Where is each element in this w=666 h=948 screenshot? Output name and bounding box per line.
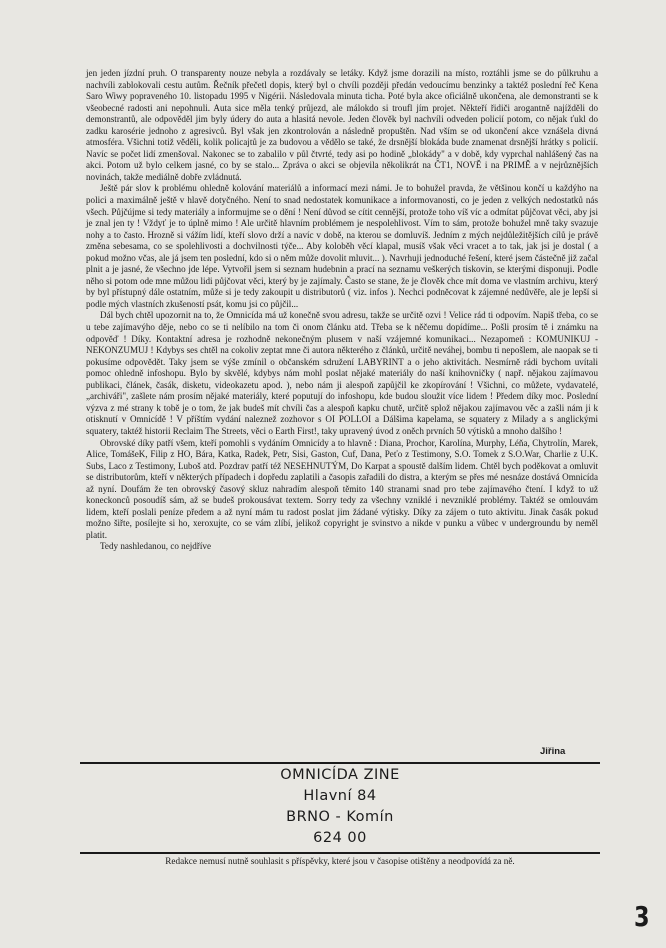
paragraph-4: Obrovské díky patří všem, kteří pomohli s vydáním Omnicídy a to hlavně : Diana, Prochor, Karolína, Murphy, Léňa, Chytrolín, Marek, Alice, TomášeK, Filip z HO, Bára, Katka, Radek, Petr, Sisi, Gaston, Cuf, Dana, Peťo z Testimony, S.O. Tomek z S.O.War, Charlie z U.K. Subs, Laco z Testimony, Luboš atd. Pozdrav patří též NESEHNUTÝM, Do Karpat a spoustě dalším lidem. Chtěl bych poděkovat a omluvit se distributorům, kteří v některých případech i dopředu zaplatili a časopis zařadili do distra, a kterým se přes mé nesnáze dostává Omnicída až nyní. Doufám že ten obrovský časový skluz nahradím alespoň těmito 140 stranami snad pro tebe zajímavého čtení. I když to už koneckonců posoudíš sám, až se budeš prokousávat textem. Sorry tedy za všechny vzniklé i nevzniklé problémy. Taktéž se omlouvám lidem, kteří poslali peníze předem a až nyní mám tu radost poslat jim žádané výtisky. Díky za zájem o tuto aktivitu. Jinak časák pokud možno šiřte, posílejte si ho, xeroxujte, co se vám zlíbí, jelikož copyright je svinstvo a nikde v punku a vůbec v undergroundu by neměl platit. — [86, 437, 598, 540]
author-signature: Jiřina — [540, 746, 566, 757]
contact-address — [80, 765, 600, 849]
address-city: BRNO - Komín — [286, 809, 394, 825]
address-postcode: 624 00 — [313, 830, 367, 846]
page-number: 3 — [633, 900, 650, 933]
paragraph-2: Ještě pár slov k problému ohledně kolování materiálů a informací mezi námi. Je to bohužel pravda, že většinou končí u každýho na polici a maximálně ještě v hlavě dotyčného. Není to snad nedostatek komunikace a informovanosti, co je jeden z velkých nedostatků nás všech. Půjčújme si tedy materiály a informujme se o dění ! Není důvod se cítit cennější, protože toho víš víc a odmítat půjčovat věci, aby jsi je znal jen ty ! Vždyť je to úplně mimo ! Ale určitě hlavním problémem je nespolehlivost. Vím to sám, protože bohužel mně taky svazuje nohy a to často. Hrozně si vážím lidí, kteří slovo drží a navíc v době, na kterou se domluvíš. Jedním z mých nejdůležitějších cílů je právě změna sebesama, co se spolehlivosti a dochvilnosti týče... Aby koloběh věcí klapal, musíš však věci vracet a to tak, jak jsi je dostal ( a pokud možno včas, ale já jsem ten poslední, kdo si o něm může dovolit mluvit... ). Navrhuji jednoduché řešení, které jsem částečně již začal plnit a je jasné, že všechno jde lépe. Vytvořil jsem si seznam hudebnin a prací na seznamu veškerých tiskovin, se kterými disponuji. Podle něho si potom ode mne můžou lidi půjčovat věci, který by je zajímaly. Často se stane, že je člověk chce mít doma ve vlastním archivu, který by byl přístupný dále ostatním, může si je tedy zakoupit u distributorů ( viz. infos ). Nechci podněcovat k zájemné nedůvěře, ale je lepší si podle mých vlastních zkušeností psát, komu jsi co půjčil... — [86, 183, 598, 309]
paragraph-1: jen jeden jízdní pruh. O transparenty nouze nebyla a rozdávaly se letáky. Když jsme dorazili na místo, roztáhli jsme se do půlkruhu a nachvíli zablokovali cestu autům. Řečník přečetl dopis, který byl o chvíli později předán vedoucímu benzinky a taktéž poslední řeč Kena Saro Wiwy popraveného 10. listopadu 1995 v Nigérii. Následovala minuta ticha. Poté byla akce oficiálně ukončena, ale demonstranti se k všeobecné radosti ani nepohnuli. Auta sice měla tenký průjezd, ale málokdo si troufl jím projet. Někteří řidiči arogantně najížděli do demonstrantů, ale odpověděl jim byly údery do auta a hlasitá nevole. Jeden člověk byl nachvíli odveden policií potom, co nějak ťukl do zadku karosérie jednoho z agresivců. Byl však jen zkontrolován a následně propuštěn. Nad vším se od ukončení akce vznášela divná atmosféra. Všichni totiž věděli, kolik policajtů je za budovou a vědělo se také, že drsnější blokáda bude znamenat drsnější hrátky s policií. Navíc se počet lidí zmenšoval. Nakonec se to zabalilo v půl čtvrté, tedy asi po hodině „blokády" a v době, kdy vyprchal nahlášený čas na akci. Potom už bylo celkem jasné, co by se stalo... Zpráva o akci se objevila několikrát na ČT1, NOVĚ i na PRIMĚ a v nejrůznějších novinách, takže mediálně dobře zvládnutá. — [86, 68, 598, 182]
article-body — [86, 68, 598, 553]
address-zine-name: OMNICÍDA ZINE — [280, 767, 400, 783]
address-street: Hlavní 84 — [303, 788, 377, 804]
divider-bottom — [80, 852, 600, 854]
divider-top — [80, 762, 600, 764]
paragraph-3: Dál bych chtěl upozornit na to, že Omnicída má už konečně svou adresu, takže se určitě ozvi ! Velice rád ti odpovím. Napiš třeba, co se u tebe zajímavýho děje, nebo co se ti nelíbilo na tom či onom článku atd. Třeba se k něčemu dopídíme... Pošli prosím tě i známku na odpověď ! Díky. Kontaktní adresa je rozhodně nekonečným plusem v naší vzájemné komunikaci... Nezapomeň : KOMUNIKUJ - NEKONZUMUJ ! Kdybys ses chtěl na cokoliv zeptat mne či autora některého z článků, určitě neváhej, bombu ti nepošlem, ale naopak se ti pokusíme odpovědět. Taky jsem se výše zmínil o občanském sdružení LABYRINT a o jeho aktivitách. Nesmírně rádi bychom uvítali pomoc ohledně infoshopu. Bylo by skvělé, kdybys nám mohl poslat nějaké materiály do naší knihovničky ( např. nějakou zajímavou publikaci, článek, časák, disketu, videokazetu apod. ), nebo nám ji alespoň zapůjčil ke zkopírování ! Všichni, co můžete, vydavatelé, „archiváři", zašlete nám prosím nějaké materiály, které poputují do infoshopu, kde budou sloužit více lidem ! Předem díky moc. Poslední výzva z mé strany k tobě je o tom, že jak budeš mít chvíli čas a alespoň kapku chutě, určitě splož nějakou zajímavou věc a zašli nám ji k otisknutí v Omnicídě ! V příštím vydání naleznež zozhovor s OI POLLOI a Dálšima kapelama, se squatery z Milady a s anglickými squatery, taktéž historii Reclaim The Streets, věci o Earth First!, taky upravený úvod z oněch prvních 50 výtisků a mnoho dalšího ! — [86, 310, 598, 436]
paragraph-closing: Tedy nashledanou, co nejdříve — [100, 541, 211, 552]
editorial-disclaimer: Redakce nemusí nutně souhlasit s příspěvky, které jsou v časopise otištěny a neodpovídá za ně. — [165, 856, 515, 866]
